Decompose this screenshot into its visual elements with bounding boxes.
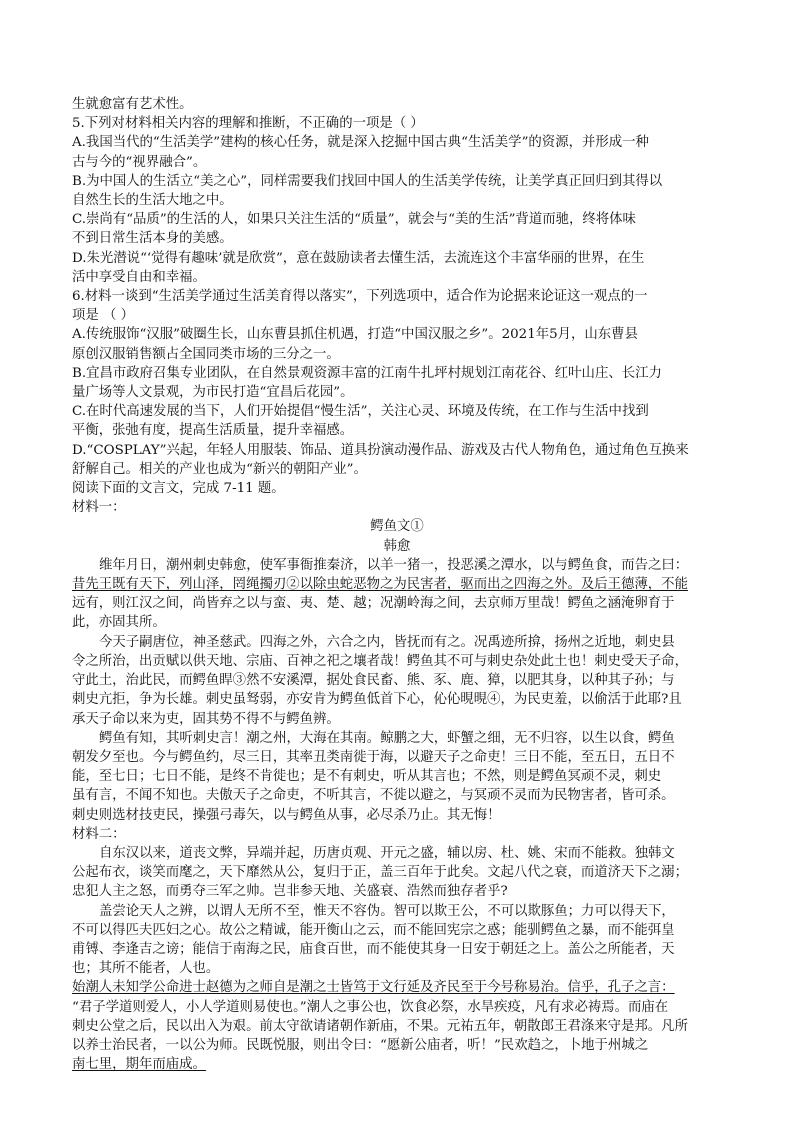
document-page xyxy=(72,95,722,1074)
text-line: 朝发夕至也。今与鳄鱼约，尽三日，其率丑类南徙于海，以避天子之命吏！三日不能，至五日，五日不 xyxy=(72,749,675,765)
text-line: 舒解自己。相关的产业也成为“新兴的朝阳产业”。 xyxy=(72,461,367,477)
text-line: 刺史则选材技吏民，操强弓毒矢，以与鳄鱼从事，必尽杀乃止。其无悔！ xyxy=(72,807,501,823)
text-line: 量广场等人文景观，为市民打造“宜昌后花园”。 xyxy=(72,385,354,401)
text-line: 项是 （ ） xyxy=(72,308,135,324)
text-line: D.“COSPLAY”兴起，年轻人用服装、饰品、道具扮演动漫作品、游戏及古代人物角色，通过角色互换来 xyxy=(72,442,689,458)
text-line: 甫镈、李逢吉之谤；能信于南海之民，庙食百世，而不能使其身一日安于朝廷之上。盖公之所能者，天 xyxy=(72,941,675,957)
text-line: 生就愈富有艺术性。 xyxy=(72,97,193,112)
text-line: 能，至七日；七日不能，是终不肯徙也；是不有刺史，听从其言也；不然，则是鳄鱼冥顽不灵，刺史 xyxy=(72,769,662,785)
text-line: 也；其所不能者，人也。 xyxy=(72,961,220,977)
text-line: A.传统服饰“汉服”破圈生长，山东曹县抓住机遇，打造“中国汉服之乡”。2021年5月，山东曹县 xyxy=(72,327,638,343)
text-line: C.在时代高速发展的当下，人们开始提倡“慢生活”，关注心灵、环境及传统，在工作与生活中找到 xyxy=(72,404,649,420)
text-line: “君子学道则爱人，小人学道则易使也。”潮人之事公也，饮食必祭，水旱疾疫，凡有求必祷焉。而庙在 xyxy=(72,999,669,1015)
text-line: 此，亦固其所。 xyxy=(72,615,166,631)
text-line: 维年月日，潮州刺史韩愈，使军事衙推秦济，以羊一猪一，投恶溪之潭水，以与鳄鱼食，而告之曰： xyxy=(99,557,689,573)
text-line: 刺史亢拒，争为长雄。刺史虽驽弱，亦安肯为鳄鱼低首下心，伈伈晛晛④，为民吏羞，以偷活于此耶?且 xyxy=(72,692,682,708)
text-line: 活中享受自由和幸福。 xyxy=(72,269,206,285)
text-line: 自然生长的生活大地之中。 xyxy=(72,193,233,209)
text-line: 忠犯人主之怒，而勇夺三军之帅。岂非参天地、关盛衰、浩然而独存者乎? xyxy=(72,884,508,900)
text-line: 刺史公堂之后，民以出入为艰。前太守欲请诸朝作新庙，不果。元祐五年，朝散郎王君涤来守是邦。凡所 xyxy=(72,1018,688,1034)
text-line: 古与今的“视界融合”。 xyxy=(72,154,207,170)
text-line: 守此土，治此民，而鳄鱼睅③然不安溪潭，据处食民畜、熊、豕、鹿、獐，以肥其身，以种其子孙；与 xyxy=(72,673,675,689)
text-line: 阅读下面的文言文，完成 7-11 题。 xyxy=(72,481,285,497)
text-line: 平衡，张弛有度，提高生活质量，提升幸福感。 xyxy=(72,423,354,439)
text-line: 材料一： xyxy=(72,500,126,516)
text-line: 始潮人未知学公命进士赵德为之师自是潮之士皆笃于文行延及齐民至于今号称易治。信乎，孔子之言： xyxy=(72,980,675,996)
text-line: 今天子嗣唐位，神圣慈武。四海之外，六合之内，皆抚而有之。况禹迹所揜，扬州之近地，刺史县 xyxy=(99,634,675,650)
text-line: 6.材料一谈到“生活美学通过生活美育得以落实”，下列选项中，适合作为论据来论证这一观点的一 xyxy=(72,289,648,305)
text-line: 不可以得匹夫匹妇之心。故公之精诚，能开衡山之云，而不能回宪宗之惑；能驯鳄鱼之暴，而不能弭皇 xyxy=(72,922,675,938)
text-line: 自东汉以来，道丧文弊，异端并起，历唐贞观、开元之盛，辅以房、杜、姚、宋而不能救。独韩文 xyxy=(99,845,675,861)
text-line: 材料二： xyxy=(72,826,126,842)
text-line: 南七里，期年而庙成。 xyxy=(72,1057,206,1073)
text-line: B.宜昌市政府召集专业团队，在自然景观资源丰富的江南牛扎坪村规划江南花谷、红叶山庄、长江力 xyxy=(72,365,662,381)
text-line: 5.下列对材料相关内容的理解和推断，不正确的一项是（ ） xyxy=(72,116,424,132)
text-line: 鳄鱼有知，其听刺史言！潮之州，大海在其南。鲸鹏之大，虾蟹之细，无不归容，以生以食，鳄鱼 xyxy=(99,730,675,746)
text-line: 承天子命以来为吏，固其势不得不与鳄鱼辨。 xyxy=(72,711,340,727)
essay-title: 鳄鱼文① xyxy=(370,519,424,535)
text-line: 远有，则江汉之间，尚皆弃之以与蛮、夷、楚、越；况潮岭海之间，去京师万里哉！鳄鱼之涵淹卵育于 xyxy=(72,596,675,612)
text-line: 不到日常生活本身的美感。 xyxy=(72,231,233,247)
text-line: 原创汉服销售额占全国同类市场的三分之一。 xyxy=(72,346,340,362)
text-line: 公起布衣，谈笑而麾之，天下靡然从公，复归于正，盖三百年于此矣。文起八代之衰，而道济天下之溺； xyxy=(72,865,688,881)
text-line: 令之所治，出贡赋以供天地、宗庙、百神之祀之壤者哉！鳄鱼其不可与刺史杂处此土也！刺史受天子命， xyxy=(72,653,688,669)
text-line: C.崇尚有“品质”的生活的人，如果只关注生活的“质量”，就会与“美的生活”背道而驰，终将体味 xyxy=(72,212,636,228)
text-line: 虽有言，不闻不知也。夫傲天子之命吏，不听其言，不徙以避之，与冥顽不灵而为民物害者，皆可杀。 xyxy=(72,788,675,804)
text-line: A.我国当代的“生活美学”建构的核心任务，就是深入挖掘中国古典“生活美学”的资源，并形成一种 xyxy=(72,135,649,151)
text-line: 昔先王既有天下，列山泽，罔绳擉刃②以除虫蛇恶物之为民害者，驱而出之四海之外。及后王德薄，不能 xyxy=(72,577,688,593)
text-line: 以养士治民者，一以公为师。民既悦服，则出令曰：“愿新公庙者，听！”民欢趋之，卜地于州城之 xyxy=(72,1037,649,1053)
text-line: 盖尝论天人之辨，以谓人无所不至，惟天不容伪。智可以欺王公，不可以欺豚鱼；力可以得天下， xyxy=(99,903,675,919)
text-line: B.为中国人的生活立“美之心”，同样需要我们找回中国人的生活美学传统，让美学真正回归到其得以 xyxy=(72,173,663,189)
essay-author: 韩愈 xyxy=(383,538,411,554)
text-line: D.朱光潜说“‘觉得有趣味’就是欣赏”，意在鼓励读者去懂生活，去流连这个丰富华丽的世界，在生 xyxy=(72,250,645,266)
